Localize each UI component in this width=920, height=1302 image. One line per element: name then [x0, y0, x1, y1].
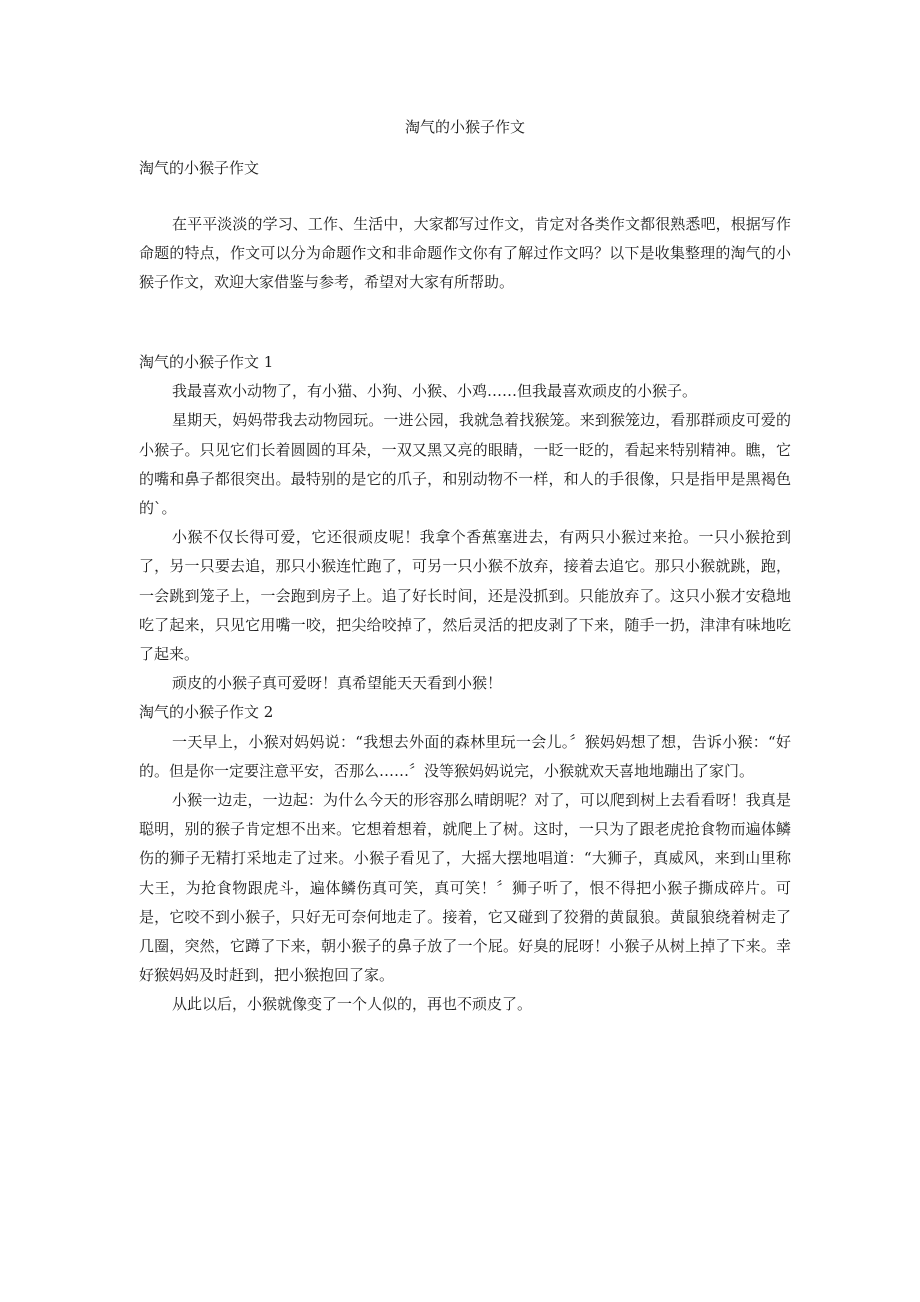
section-heading-1: 淘气的小猴子作文 1 [139, 353, 274, 371]
paragraph: 我最喜欢小动物了，有小猫、小狗、小猴、小鸡……但我最喜欢顽皮的小猴子。 [172, 382, 698, 401]
document-subtitle: 淘气的小猴子作文 [139, 159, 260, 177]
essay-body [139, 348, 791, 1020]
paragraph: 一天早上，小猴对妈妈说：“我想去外面的森林里玩一会儿。〞猴妈妈想了想，告诉小猴：“好的。但是你一定要注意平安，否那么……〞没等猴妈妈说完，小猴就欢天喜地地蹦出了家门。 [139, 732, 791, 780]
paragraph: 小猴一边走，一边起：为什么今天的形容那么晴朗呢？对了，可以爬到树上去看看呀！我真是聪明，别的猴子肯定想不出来。它想着想着，就爬上了树。这时，一只为了跟老虎抢食物而遍体鳞伤的狮子无精打采地走了过来。小猴子看见了，大摇大摆地唱道：“大狮子，真威风，来到山里称大王，为抢食物跟虎斗，遍体鳞伤真可笑，真可笑！〞狮子听了，恨不得把小猴子撕成碎片。可是，它咬不到小猴子，只好无可奈何地走了。接着，它又碰到了狡猾的黄鼠狼。黄鼠狼绕着树走了几圈，突然，它蹲了下来，朝小猴子的鼻子放了一个屁。好臭的屁呀！小猴子从树上掉了下来。幸好猴妈妈及时赶到，把小猴抱回了家。 [139, 791, 791, 985]
paragraph: 顽皮的小猴子真可爱呀！真希望能天天看到小猴！ [172, 674, 503, 693]
paragraph: 从此以后，小猴就像变了一个人似的，再也不顽皮了。 [172, 995, 533, 1014]
paragraph: 星期天，妈妈带我去动物园玩。一进公园，我就急着找猴笼。来到猴笼边，看那群顽皮可爱的小猴子。只见它们长着圆圆的耳朵，一双又黑又亮的眼睛，一眨一眨的，看起来特别精神。瞧，它的嘴和鼻子都很突出。最特别的是它的爪子，和别动物不一样，和人的手很像，只是指甲是黑褐色的`。 [139, 411, 791, 518]
paragraph: 小猴不仅长得可爱，它还很顽皮呢！我拿个香蕉塞进去，有两只小猴过来抢。一只小猴抢到了，另一只要去追，那只小猴连忙跑了，可另一只小猴不放弃，接着去追它。那只小猴就跳，跑，一会跳到笼子上，一会跑到房子上。追了好长时间，还是没抓到。只能放弃了。这只小猴才安稳地吃了起来，只见它用嘴一咬，把尖给咬掉了，然后灵活的把皮剥了下来，随手一扔，津津有味地吃了起来。 [139, 528, 791, 664]
document-title: 淘气的小猴子作文 [404, 118, 525, 136]
intro-paragraph: 在平平淡淡的学习、工作、生活中，大家都写过作文，肯定对各类作文都很熟悉吧，根据写作命题的特点，作文可以分为命题作文和非命题作文你有了解过作文吗？以下是收集整理的淘气的小猴子作文，欢迎大家借鉴与参考，希望对大家有所帮助。 [139, 215, 791, 292]
intro-block [139, 210, 791, 298]
section-heading-2: 淘气的小猴子作文 2 [139, 703, 274, 722]
